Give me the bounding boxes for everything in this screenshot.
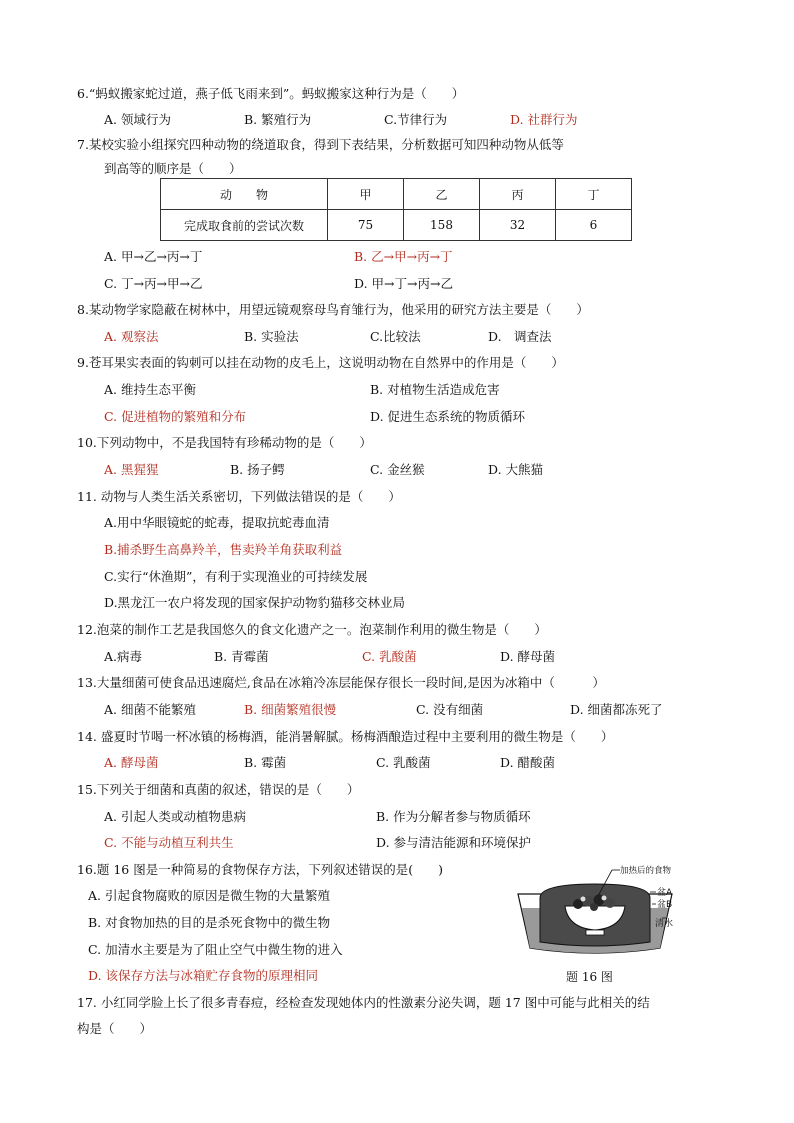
q11-option-a: A.用中华眼镜蛇的蛇毒，提取抗蛇毒血清 — [104, 515, 330, 530]
table-cell: 158 — [404, 210, 480, 241]
q8-stem: 8.某动物学家隐蔽在树林中，用望远镜观察母鸟育雏行为，他采用的研究方法主要是（ ） — [77, 302, 589, 317]
q7-option-d: D. 甲→丁→丙→乙 — [354, 276, 453, 291]
q8-option-a-answer: A. 观察法 — [104, 329, 159, 344]
q9-option-b: B. 对植物生活造成危害 — [370, 382, 500, 397]
q11-stem: 11. 动物与人类生活关系密切，下列做法错误的是（ ） — [77, 489, 401, 504]
q16-option-b: B. 对食物加热的目的是杀死食物中的微生物 — [88, 915, 331, 930]
q7-option-a: A. 甲→乙→丙→丁 — [104, 249, 203, 264]
q14-option-d: D. 醋酸菌 — [500, 755, 556, 770]
q16-food-storage-figure — [510, 862, 680, 962]
table-row-label: 完成取食前的尝试次数 — [161, 210, 328, 241]
q15-option-d: D. 参与清洁能源和环境保护 — [376, 835, 532, 850]
q6-option-c: C.节律行为 — [384, 112, 448, 127]
figure-label-food: 加热后的食物 — [620, 866, 672, 876]
q13-option-a: A. 细菌不能繁殖 — [104, 702, 196, 717]
q14-option-a-answer: A. 酵母菌 — [104, 755, 159, 770]
q12-option-c-answer: C. 乳酸菌 — [362, 649, 417, 664]
q17-stem-cont: 构是（ ） — [77, 1021, 153, 1036]
table-header-yi: 乙 — [404, 179, 480, 210]
q16-stem: 16.题 16 图是一种简易的食物保存方法，下列叙述错误的是( ) — [77, 862, 443, 877]
q7-option-b-answer: B. 乙→甲→丙→丁 — [354, 249, 453, 264]
q15-option-c-answer: C. 不能与动植互利共生 — [104, 835, 234, 850]
q9-option-c-answer: C. 促进植物的繁殖和分布 — [104, 409, 247, 424]
q15-option-b: B. 作为分解者参与物质循环 — [376, 809, 531, 824]
q13-stem: 13.大量细菌可使食品迅速腐烂,食品在冰箱冷冻层能保存很长一段时间,是因为冰箱中（ ） — [77, 675, 605, 690]
q16-figure-caption: 题 16 图 — [566, 970, 613, 984]
q7-stem-cont: 到高等的顺序是（ ） — [104, 161, 242, 176]
table-cell: 6 — [556, 210, 632, 241]
q16-option-c: C. 加清水主要是为了阻止空气中微生物的进入 — [88, 942, 343, 957]
q14-option-c: C. 乳酸菌 — [376, 755, 431, 770]
q13-option-b-answer: B. 细菌繁殖很慢 — [244, 702, 337, 717]
q16-option-a: A. 引起食物腐败的原因是微生物的大量繁殖 — [88, 888, 330, 903]
table-header-ding: 丁 — [556, 179, 632, 210]
q10-option-d: D. 大熊猫 — [488, 462, 544, 477]
q13-option-c: C. 没有细菌 — [416, 702, 484, 717]
q12-option-d: D. 酵母菌 — [500, 649, 556, 664]
q14-stem: 14. 盛夏时节喝一杯冰镇的杨梅酒，能消暑解腻。杨梅酒酿造过程中主要利用的微生物是（ ） — [77, 729, 614, 744]
q7-data-table — [160, 178, 632, 241]
q14-option-b: B. 霉菌 — [244, 755, 287, 770]
q13-option-d: D. 细菌都冻死了 — [570, 702, 663, 717]
q9-option-a: A. 维持生态平衡 — [104, 382, 196, 397]
q9-stem: 9.苍耳果实表面的钩刺可以挂在动物的皮毛上，这说明动物在自然界中的作用是（ ） — [77, 355, 564, 370]
q10-option-a-answer: A. 黑猩猩 — [104, 462, 159, 477]
q17-stem: 17. 小红同学脸上长了很多青春痘，经检查发现她体内的性激素分泌失调，题 17 图中可能与此相关的结 — [77, 995, 650, 1010]
figure-label-basin-a: 盆A — [657, 888, 673, 898]
q8-option-b: B. 实验法 — [244, 329, 299, 344]
q10-option-b: B. 扬子鳄 — [230, 462, 285, 477]
q6-option-a: A. 领域行为 — [104, 112, 171, 127]
table-header-bing: 丙 — [480, 179, 556, 210]
q6-option-d-answer: D. 社群行为 — [510, 112, 578, 127]
q7-stem: 7.某校实验小组探究四种动物的绕道取食，得到下表结果，分析数据可知四种动物从低等 — [77, 137, 564, 152]
q16-option-d-answer: D. 该保存方法与冰箱贮存食物的原理相同 — [88, 968, 319, 983]
figure-label-water: 清水 — [655, 919, 674, 929]
q10-stem: 10.下列动物中，不是我国特有珍稀动物的是（ ） — [77, 435, 372, 450]
q11-option-c: C.实行“休渔期”，有利于实现渔业的可持续发展 — [104, 569, 368, 584]
q12-option-b: B. 青霉菌 — [214, 649, 269, 664]
q7-option-c: C. 丁→丙→甲→乙 — [104, 276, 203, 291]
q6-option-b: B. 繁殖行为 — [244, 112, 312, 127]
q9-option-d: D. 促进生态系统的物质循环 — [370, 409, 526, 424]
q8-option-d: D. 调查法 — [488, 329, 552, 344]
q8-option-c: C.比较法 — [370, 329, 421, 344]
table-cell: 32 — [480, 210, 556, 241]
table-header-animal: 动 物 — [161, 179, 328, 210]
figure-label-basin-b: 盆B — [657, 900, 673, 910]
q11-option-b-answer: B.捕杀野生高鼻羚羊，售卖羚羊角获取利益 — [104, 542, 343, 557]
q6-stem: 6.“蚂蚁搬家蛇过道，燕子低飞雨来到”。蚂蚁搬家这种行为是（ ） — [77, 86, 465, 101]
q10-option-c: C. 金丝猴 — [370, 462, 425, 477]
q12-option-a: A.病毒 — [104, 649, 143, 664]
table-header-jia: 甲 — [328, 179, 404, 210]
table-cell: 75 — [328, 210, 404, 241]
table-row — [161, 179, 632, 210]
q12-stem: 12.泡菜的制作工艺是我国悠久的食文化遗产之一。泡菜制作利用的微生物是（ ） — [77, 622, 547, 637]
table-row — [161, 210, 632, 241]
q11-option-d: D.黑龙江一农户将发现的国家保护动物豹猫移交林业局 — [104, 595, 406, 610]
q15-stem: 15.下列关于细菌和真菌的叙述，错误的是（ ） — [77, 782, 360, 797]
q15-option-a: A. 引起人类或动植物患病 — [104, 809, 246, 824]
